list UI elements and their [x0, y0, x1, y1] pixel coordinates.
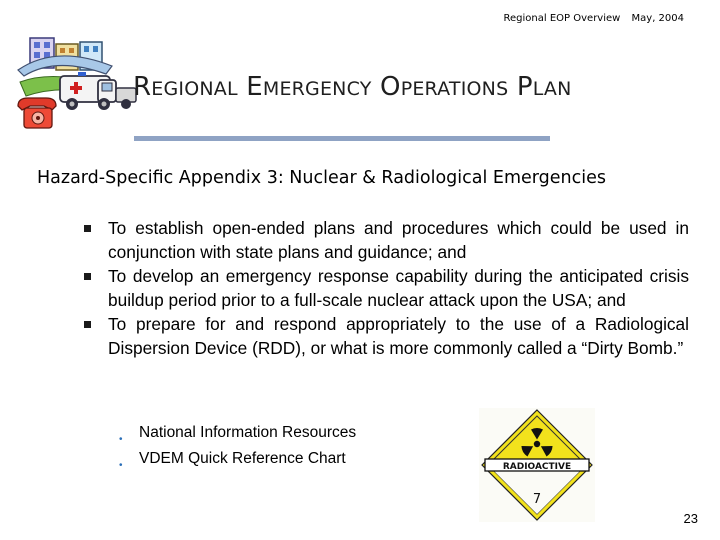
list-item-text: To prepare for and respond appropriately to the use of a Radiological Dispersion Device (RDD), or what is more commonly called a “Dirty Bomb.” [108, 314, 689, 358]
placard-label: RADIOACTIVE [502, 462, 572, 472]
square-bullet-icon [84, 321, 91, 328]
list-item [84, 216, 689, 264]
emergency-operations-clipart-icon [16, 36, 140, 130]
resource-list [118, 420, 356, 472]
square-bullet-icon [84, 273, 91, 280]
page-number: 23 [683, 511, 698, 526]
square-bullet-icon [84, 225, 91, 232]
dot-bullet-icon: • [119, 460, 123, 471]
presentation-title: Regional EOP Overview [503, 13, 621, 24]
resource-vdem-chart: VDEM Quick Reference Chart [139, 450, 346, 467]
slide-subtitle: Hazard-Specific Appendix 3: Nuclear & Radiological Emergencies [37, 168, 607, 188]
title-underline [134, 136, 550, 141]
list-item [84, 312, 689, 360]
list-item-text: To establish open-ended plans and procedures which could be used in conjunction with state plans and guidance; and [108, 218, 689, 262]
resource-national-information: National Information Resources [139, 424, 357, 441]
placard-class-number: 7 [532, 492, 542, 507]
list-item [118, 446, 356, 472]
objective-list [84, 216, 689, 360]
dot-bullet-icon: • [119, 434, 123, 445]
list-item-text: To develop an emergency response capability during the anticipated crisis buildup period prior to a full-scale nuclear attack upon the USA; and [108, 266, 689, 310]
list-item [118, 420, 356, 446]
radioactive-placard-icon [479, 408, 595, 522]
slide-header [504, 13, 684, 24]
presentation-date: May, 2004 [631, 13, 684, 24]
list-item [84, 264, 689, 312]
slide-title: REGIONAL EMERGENCY OPERATIONS PLAN [133, 72, 572, 102]
